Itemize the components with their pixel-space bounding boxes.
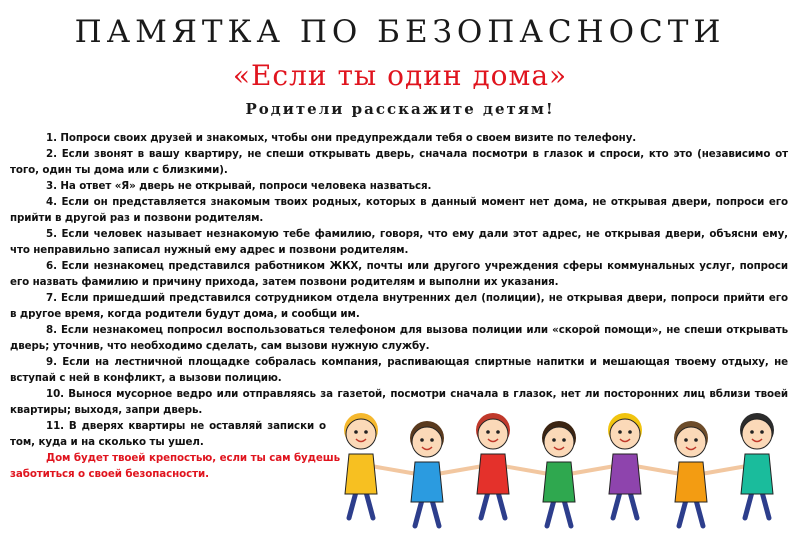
kid-leg [547, 500, 554, 526]
kid-body [345, 454, 377, 494]
kid-eye [552, 438, 556, 442]
kid-head [478, 419, 508, 449]
kid-eye [750, 430, 754, 434]
closing-note: Дом будет твоей крепостью, если ты сам будешь заботиться о своей безопасности. [10, 452, 340, 480]
rule-item: 2. Если звонят в вашу квартиру, не спеши открывать дверь, сначала посмотри в глазок и спроси, кто это (независимо от того, один ты дома или с близкими). [10, 148, 788, 176]
page-subtitle: «Если ты один дома» [232, 59, 568, 92]
tagline: Родители расскажите детям! [245, 100, 555, 118]
rule-item: 5. Если человек называет незнакомую тебе фамилию, говоря, что ему дали этот адрес, не открывая двери, объясни ему, что неправильно записал нужный ему адрес и позвони родителям. [10, 228, 788, 256]
kid-eye [364, 430, 368, 434]
kid-arm [701, 466, 747, 474]
kid-body [741, 454, 773, 494]
kid-leg [564, 500, 571, 526]
kid-leg [481, 492, 488, 518]
kid-leg [432, 500, 439, 526]
kid-eye [430, 438, 434, 442]
kid-body [411, 462, 443, 502]
kid-leg [745, 492, 752, 518]
kid-head [412, 427, 442, 457]
children-holding-hands-illustration [328, 404, 790, 530]
kid-eye [486, 430, 490, 434]
kid-body [477, 454, 509, 494]
kid-arm [635, 466, 681, 474]
kid-body [543, 462, 575, 502]
kid-arm [437, 466, 483, 474]
kid-body [675, 462, 707, 502]
kid-leg [349, 492, 356, 518]
kid-eye [694, 438, 698, 442]
kid-leg [613, 492, 620, 518]
kid-leg [366, 492, 373, 518]
kid-arm [503, 466, 549, 474]
kid-leg [679, 500, 686, 526]
kid-eye [562, 438, 566, 442]
kid-eye [496, 430, 500, 434]
rule-item: 4. Если он представляется знакомым твоих родных, которых в данный момент нет дома, не открывая двери, попроси его прийти в другой раз и позвони родителям. [10, 196, 788, 224]
kid-head [742, 419, 772, 449]
kid-eye [760, 430, 764, 434]
rule-item: 1. Попроси своих друзей и знакомых, чтобы они предупреждали тебя о своем визите по телефону. [46, 132, 637, 144]
kid-head [346, 419, 376, 449]
kid-eye [354, 430, 358, 434]
kid-head [676, 427, 706, 457]
kid-eye [618, 430, 622, 434]
rule-item: 11. В дверях квартиры не оставляй записки о том, куда и на сколько ты ушел. [10, 420, 326, 448]
rule-item: 8. Если незнакомец попросил воспользоваться телефоном для вызова полиции или «скорой помощи», не спеши открывать дверь; уточнив, что необходимо сделать, сам вызови нужную службу. [10, 324, 788, 352]
kid-leg [762, 492, 769, 518]
kid-arm [371, 466, 417, 474]
kid-body [609, 454, 641, 494]
kid-eye [628, 430, 632, 434]
rule-item: 6. Если незнакомец представился работником ЖКХ, почты или другого учреждения сферы коммунальных услуг, попроси его назвать фамилию и причину прихода, затем позвони родителям и выполни их указания. [10, 260, 788, 288]
kid-leg [630, 492, 637, 518]
kid-leg [415, 500, 422, 526]
rule-item: 3. На ответ «Я» дверь не открывай, попроси человека назваться. [46, 180, 432, 192]
kid-head [544, 427, 574, 457]
kid-eye [684, 438, 688, 442]
kid-leg [498, 492, 505, 518]
rule-item: 10. Вынося мусорное ведро или отправляясь за газетой, посмотри сначала в глазок, нет ли посторонних лиц вблизи твоей квартиры; выходя, запри дверь. [10, 388, 788, 416]
rule-item: 9. Если на лестничной площадке собралась компания, распивающая спиртные напитки и мешающая твоему отдыху, не вступай с ней в конфликт, а вызови полицию. [10, 356, 788, 384]
kid-head [610, 419, 640, 449]
kid-eye [420, 438, 424, 442]
rule-item: 7. Если пришедший представился сотрудником отдела внутренних дел (полиции), не открывая двери, попроси прийти его в другое время, когда родители будут дома, и сообщи им. [10, 292, 788, 320]
kid-arm [569, 466, 615, 474]
kid-leg [696, 500, 703, 526]
page-title: ПАМЯТКА ПО БЕЗОПАСНОСТИ [74, 14, 726, 50]
